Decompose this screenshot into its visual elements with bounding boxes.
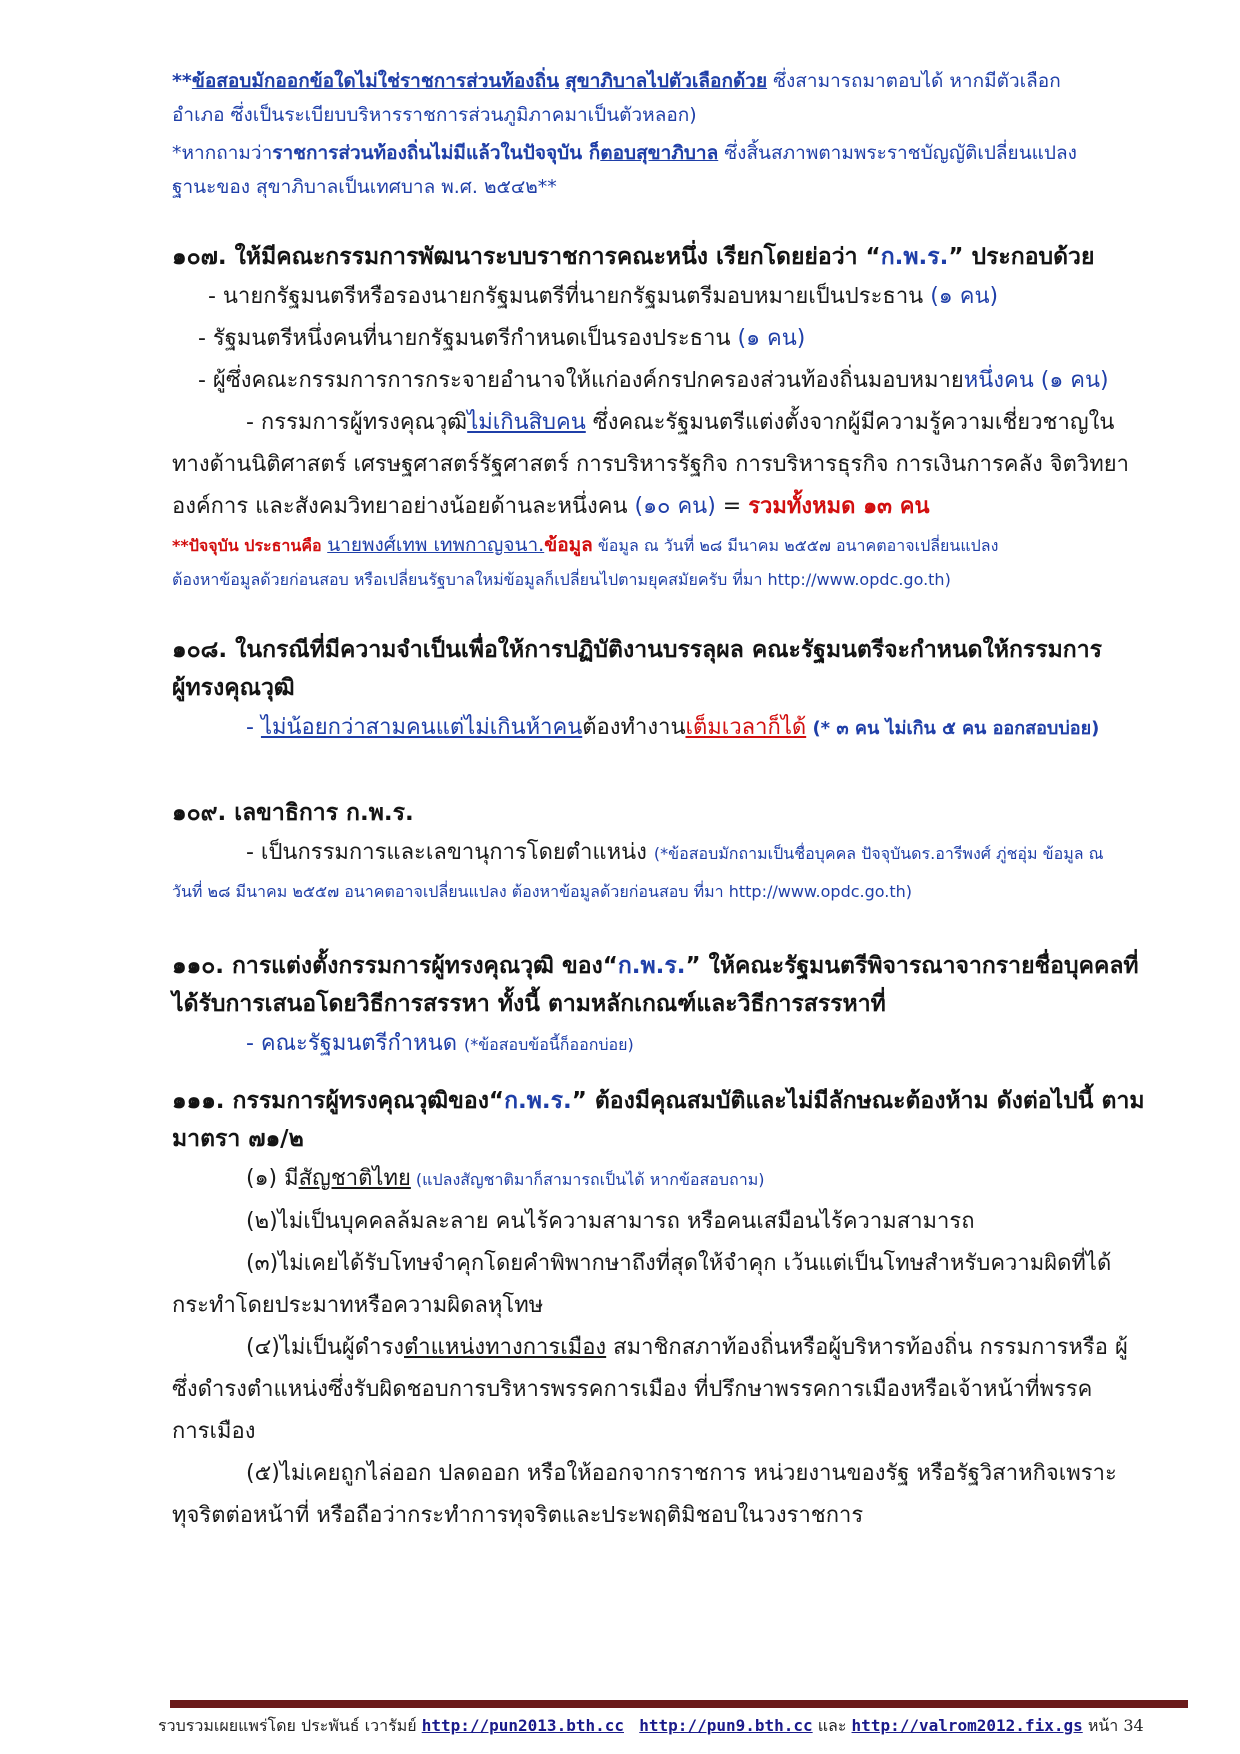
item-count: (๑๐ คน) [634, 494, 716, 519]
item-text: (๔)ไม่เป็นผู้ดำรง [246, 1335, 404, 1360]
note-label: **ปัจจุบัน ประธานคือ [172, 536, 328, 555]
item-note: (*ข้อสอบมักถามเป็นชื่อบุคคล ปัจจุบันดร.อารีพงศ์ ภู่ชอุ่ม ข้อมูล ณ [653, 844, 1104, 863]
q111-item-5: (๕)ไม่เคยถูกไล่ออก ปลดออก หรือให้ออกจากราชการ หน่วยงานของรัฐ หรือรัฐวิสาหกิจเพราะ [246, 1461, 1117, 1486]
heading-text: ” ต้องมีคุณสมบัติและไม่มีลักษณะต้องห้าม ดังต่อไปนี้ ตาม [571, 1088, 1145, 1114]
q111-item-4 [172, 1327, 1187, 1369]
item-text: สมาชิกสภาท้องถิ่นหรือผู้บริหารท้องถิ่น กรรมการหรือ ผู้ [606, 1335, 1128, 1360]
item-text: - [246, 715, 261, 740]
question-109-heading: ๑๐๙. เลขาธิการ ก.พ.ร. [172, 800, 414, 826]
q109-item-cont: วันที่ ๒๘ มีนาคม ๒๕๕๗ อนาคตอาจเปลี่ยนแปลง ต้องหาข้อมูลด้วยก่อนสอบ ที่มา http://www.opdc.go.th) [172, 882, 913, 901]
question-110-heading [172, 947, 1187, 985]
footer-link-valrom2012[interactable]: http://valrom2012.fix.gs [851, 1716, 1083, 1735]
question-108-heading-cont: ผู้ทรงคุณวุฒิ [172, 675, 295, 701]
item-emphasis: ตำแหน่งทางการเมือง [404, 1335, 607, 1360]
note-emphasis: ราชการส่วนท้องถิ่นไม่มีแล้วในปัจจุบัน ก็ [272, 142, 601, 164]
q107-item-2 [172, 318, 1187, 360]
item-text: - รัฐมนตรีหนึ่งคนที่นายกรัฐมนตรีกำหนดเป็นรองประธาน [198, 326, 738, 351]
item-note: (* ๓ คน ไม่เกิน ๕ คน ออกสอบบ่อย) [806, 718, 1100, 739]
question-111-heading [172, 1082, 1187, 1120]
heading-text: ” ประกอบด้วย [948, 244, 1095, 270]
note-prefix: ** [172, 70, 192, 92]
heading-acronym: ก.พ.ร. [617, 953, 686, 979]
page-number: หน้า 34 [1082, 1716, 1144, 1735]
item-text: - นายกรัฐมนตรีหรือรองนายกรัฐมนตรีที่นายกรัฐมนตรีมอบหมายเป็นประธาน [208, 284, 931, 309]
item-emphasis: เต็มเวลาก็ได้ [685, 715, 807, 740]
note-local-admin [172, 64, 1187, 98]
note-emphasis: สุขาภิบาลไปตัวเลือกด้วย [565, 70, 768, 92]
question-111-heading-cont: มาตรา ๗๑/๒ [172, 1126, 304, 1152]
item-note: (แปลงสัญชาติมาก็สามารถเป็นได้ หากข้อสอบถาม) [410, 1170, 765, 1189]
question-110-heading-cont: ได้รับการเสนอโดยวิธีการสรรหา ทั้งนี้ ตามหลักเกณฑ์และวิธีการสรรหาที่ [172, 991, 886, 1017]
note-emphasis: ข้อสอบมักออกข้อใดไม่ใช่ราชการส่วนท้องถิ่น [191, 70, 560, 92]
footer-link-pun9[interactable]: http://pun9.bth.cc [639, 1716, 813, 1735]
footer-and: และ [812, 1716, 852, 1735]
item-emphasis: ไม่เกินสิบคน [467, 410, 586, 435]
note-text: ซึ่งสิ้นสภาพตามพระราชบัญญัติเปลี่ยนแปลง [718, 142, 1077, 164]
item-text: (๑) มี [246, 1166, 299, 1191]
q109-item [172, 832, 1187, 875]
page-footer [158, 1714, 1188, 1739]
q107-item-4-total [172, 486, 1187, 528]
note-text: ซึ่งสามารถมาตอบได้ หากมีตัวเลือก [767, 70, 1061, 92]
heading-text: ๑๑๑. กรรมการผู้ทรงคุณวุฒิของ“ [172, 1088, 505, 1114]
q107-item-3 [172, 360, 1187, 402]
q107-item-1 [172, 276, 1187, 318]
item-text: องค์การ และสังคมวิทยาอย่างน้อยด้านละหนึ่งคน [172, 494, 635, 519]
note-text: *หากถามว่า [172, 142, 273, 164]
q107-note-cont: ต้องหาข้อมูลด้วยก่อนสอบ หรือเปลี่ยนรัฐบาลใหม่ข้อมูลก็เปลี่ยนไปตามยุคสมัยครับ ที่มา http://www.opdc.go.th) [172, 570, 951, 589]
note-label: ข้อมูล [544, 534, 593, 556]
footer-divider [170, 1700, 1188, 1708]
q111-item-4-cont: ซึ่งดำรงตำแหน่งซึ่งรับผิดชอบการบริหารพรรคการเมือง ที่ปรึกษาพรรคการเมืองหรือเจ้าหน้าที่พรรค [172, 1377, 1093, 1402]
heading-text: ๑๑๐. การแต่งตั้งกรรมการผู้ทรงคุณวุฒิ ของ“ [172, 953, 618, 979]
note-text: ข้อมูล ณ วันที่ ๒๘ มีนาคม ๒๕๕๗ อนาคตอาจเปลี่ยนแปลง [592, 536, 999, 555]
item-count: (๑ คน) [1033, 368, 1109, 393]
q107-item-4 [172, 402, 1187, 444]
item-emphasis: หนึ่งคน [963, 368, 1034, 393]
note-line: อำเภอ ซึ่งเป็นระเบียบบริหารราชการส่วนภูมิภาคมาเป็นตัวหลอก) [172, 104, 697, 126]
q111-item-5-cont: ทุจริตต่อหน้าที่ หรือถือว่ากระทำการทุจริตและประพฤติมิชอบในวงราชการ [172, 1503, 864, 1528]
q111-item-2: (๒)ไม่เป็นบุคคลล้มละลาย คนไร้ความสามารถ หรือคนเสมือนไร้ความสามารถ [246, 1209, 975, 1234]
question-108-heading: ๑๐๘. ในกรณีที่มีความจำเป็นเพื่อให้การปฏิบัติงานบรรลุผล คณะรัฐมนตรีจะกำหนดให้กรรมการ [172, 637, 1102, 663]
q111-item-1 [172, 1158, 1187, 1201]
item-count: (๑ คน) [930, 284, 999, 309]
q111-item-3-cont: กระทำโดยประมาทหรือความผิดลหุโทษ [172, 1293, 544, 1318]
item-text: = [715, 494, 749, 519]
item-text: - กรรมการผู้ทรงคุณวุฒิ [246, 410, 468, 435]
question-107-heading [172, 238, 1187, 276]
total-count: รวมทั้งหมด ๑๓ คน [748, 494, 930, 519]
item-count: (๑ คน) [737, 326, 806, 351]
q110-item [172, 1023, 1187, 1066]
heading-acronym: ก.พ.ร. [504, 1088, 572, 1114]
q107-item-4-cont: ทางด้านนิติศาสตร์ เศรษฐศาสตร์รัฐศาสตร์ การบริหารรัฐกิจ การบริหารธุรกิจ การเงินการคลัง จิตวิทยา [172, 452, 1130, 477]
item-text: - คณะรัฐมนตรีกำหนด [246, 1031, 464, 1056]
q111-item-3: (๓)ไม่เคยได้รับโทษจำคุกโดยคำพิพากษาถึงที่สุดให้จำคุก เว้นแต่เป็นโทษสำหรับความผิดที่ได้ [246, 1251, 1112, 1276]
q111-item-4-cont: การเมือง [172, 1419, 256, 1444]
q107-note [172, 528, 1187, 563]
note-person: นายพงศ์เทพ เทพกาญจนา. [327, 534, 545, 556]
note-line: ฐานะของ สุขาภิบาลเป็นเทศบาล พ.ศ. ๒๕๔๒** [172, 176, 557, 198]
note-sanitation [172, 136, 1187, 170]
heading-text: ” ให้คณะรัฐมนตรีพิจารณาจากรายชื่อบุคคลที่ [685, 953, 1139, 979]
q108-item [172, 707, 1187, 750]
item-note: (*ข้อสอบข้อนี้ก็ออกบ่อย) [463, 1035, 634, 1054]
footer-link-pun2013[interactable]: http://pun2013.bth.cc [421, 1716, 624, 1735]
item-text: - เป็นกรรมการและเลขานุการโดยตำแหน่ง [246, 840, 654, 865]
document-page [172, 64, 1187, 1537]
footer-credit: รวบรวมเผยแพร่โดย ประพันธ์ เวารัมย์ [158, 1716, 422, 1735]
item-text: - ผู้ซึ่งคณะกรรมการการกระจายอำนาจให้แก่องค์กรปกครองส่วนท้องถิ่นมอบหมาย [198, 368, 964, 393]
heading-text: ๑๐๗. ให้มีคณะกรรมการพัฒนาระบบราชการคณะหนึ่ง เรียกโดยย่อว่า “ [172, 244, 881, 270]
item-emphasis: สัญชาติไทย [298, 1166, 411, 1191]
item-text: ซึ่งคณะรัฐมนตรีแต่งตั้งจากผู้มีความรู้ความเชี่ยวชาญใน [585, 410, 1115, 435]
note-emphasis: ตอบสุขาภิบาล [600, 142, 719, 164]
item-emphasis: ไม่น้อยกว่าสามคนแต่ไม่เกินห้าคน [260, 715, 583, 740]
heading-acronym: ก.พ.ร. [880, 244, 949, 270]
item-text: ต้องทำงาน [582, 715, 686, 740]
